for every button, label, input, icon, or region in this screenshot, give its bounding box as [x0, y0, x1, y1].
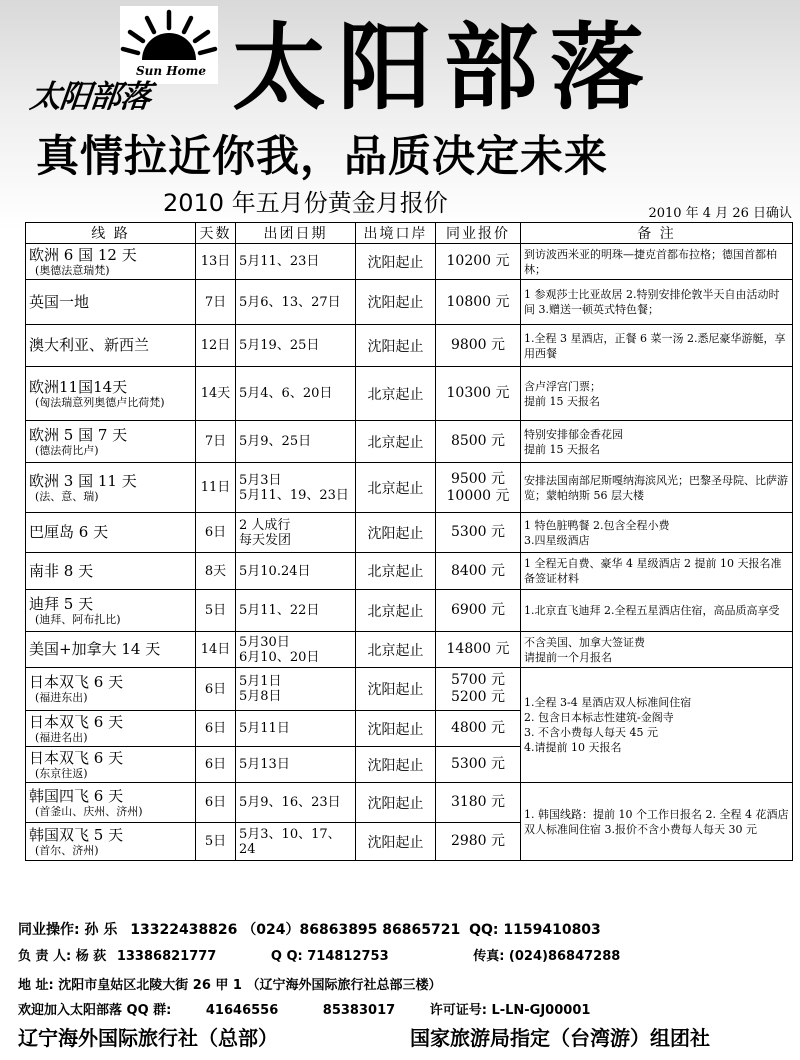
footer-address: [18, 974, 798, 993]
fax-number: (024)86847288: [508, 949, 621, 964]
header-dates: 出团日期: [236, 223, 356, 244]
route-cell: [26, 463, 196, 513]
dates-cell: 5月13日: [236, 747, 356, 783]
operator-phones: 13322438826 （024）86863895 86865721: [130, 922, 461, 938]
remark-cell: 1.全程 3-4 星酒店双人标准间住宿 2. 包含日本标志性建筑-金阁寺 3. 不含小费每人每天 45 元 4.请提前 10 天报名: [521, 668, 793, 783]
route-cell: [26, 823, 196, 861]
departure-cell: 沈阳起止: [356, 244, 436, 280]
table-row: [26, 280, 793, 325]
route-name: 澳大利亚、新西兰: [29, 336, 150, 354]
manager-label: 负 责 人:: [18, 949, 76, 964]
dates-cell: 5月3日 5月11、19、23日: [236, 463, 356, 513]
price-cell: 10800 元: [436, 280, 521, 325]
dates-cell: 5月3、10、17、24: [236, 823, 356, 861]
table-row: [26, 590, 793, 632]
table-row: [26, 244, 793, 280]
route-name: 日本双飞 6 天: [29, 748, 124, 767]
table-row: [26, 421, 793, 463]
days-cell: 8天: [196, 553, 236, 590]
address-text: 沈阳市皇姑区北陵大街 26 甲 1 （辽宁海外国际旅行社总部三楼）: [58, 978, 442, 993]
departure-cell: 北京起止: [356, 590, 436, 632]
address-label: 地 址:: [18, 978, 59, 993]
departure-cell: 北京起止: [356, 632, 436, 668]
table-body: [26, 244, 793, 861]
route-cell: [26, 513, 196, 553]
route-cell: [26, 632, 196, 668]
dates-cell: 5月6、13、27日: [236, 280, 356, 325]
route-name: 韩国四飞 6 天: [29, 786, 124, 805]
days-cell: 6日: [196, 711, 236, 747]
route-countries: (东京往返): [35, 766, 88, 780]
departure-cell: 北京起止: [356, 421, 436, 463]
route-name: 欧洲 5 国 7 天: [29, 425, 128, 444]
departure-cell: 沈阳起止: [356, 711, 436, 747]
route-name: 日本双飞 6 天: [29, 712, 124, 731]
header-route: 线 路: [26, 223, 196, 244]
price-cell: 8400 元: [436, 553, 521, 590]
departure-cell: 北京起止: [356, 367, 436, 421]
route-name: 欧洲11国14天: [29, 377, 128, 396]
remark-cell: 1. 韩国线路：提前 10 个工作日报名 2. 全程 4 花酒店双人标准间住宿 3.报价不含小费每人每天 30 元: [521, 783, 793, 861]
slogan: 真情拉近你我，品质决定未来: [36, 132, 608, 182]
price-cell: 10300 元: [436, 367, 521, 421]
route-cell: [26, 590, 196, 632]
footer-qq-group: [18, 999, 798, 1018]
qq-group-1: 41646556: [205, 1003, 279, 1018]
dates-cell: 5月19、25日: [236, 325, 356, 367]
price-cell: 3180 元: [436, 783, 521, 823]
price-cell: 5300 元: [436, 747, 521, 783]
route-name: 英国一地: [29, 292, 90, 311]
days-cell: 6日: [196, 747, 236, 783]
manager-name: 杨 荻: [75, 949, 107, 964]
days-cell: 14天: [196, 367, 236, 421]
route-name: 巴厘岛 6 天: [29, 523, 109, 541]
route-countries: (德法荷比卢): [35, 443, 99, 457]
price-cell: 6900 元: [436, 590, 521, 632]
dates-cell: 5月4、6、20日: [236, 367, 356, 421]
license-number: L-LN-GJ00001: [491, 1003, 591, 1018]
route-countries: (首尔、济州): [35, 843, 99, 857]
route-countries: (福进东出): [35, 691, 88, 704]
days-cell: 5日: [196, 823, 236, 861]
table-row: [26, 325, 793, 367]
departure-cell: 沈阳起止: [356, 325, 436, 367]
route-countries: (法、意、瑞): [35, 489, 99, 503]
confirm-date: 2010 年 4 月 26 日确认: [648, 206, 792, 221]
dates-cell: 5月10.24日: [236, 553, 356, 590]
operator-qq: 1159410803: [503, 922, 601, 938]
remark-cell: 1 特色脏鸭餐 2.包含全程小费 3.四星级酒店: [521, 513, 793, 553]
logo-english: Sun Home: [136, 64, 206, 78]
price-cell: 10200 元: [436, 244, 521, 280]
remark-cell: 1 参观莎士比亚故居 2.特别安排伦敦半天自由活动时间 3.赠送一顿英式特色餐；: [521, 280, 793, 325]
dates-cell: 5月9、16、23日: [236, 783, 356, 823]
operator-name: 孙 乐: [84, 922, 118, 938]
qq-group-label: 欢迎加入太阳部落 QQ 群:: [18, 1003, 176, 1018]
route-name: 美国+加拿大 14 天: [29, 640, 161, 658]
dates-cell: 5月11日: [236, 711, 356, 747]
route-cell: [26, 421, 196, 463]
manager-phone: 13386821777: [116, 949, 217, 964]
remark-cell: 含卢浮宫门票； 提前 15 天报名: [521, 367, 793, 421]
operator-qq-label: QQ:: [469, 922, 499, 938]
departure-cell: 沈阳起止: [356, 783, 436, 823]
qq-group-2: 85383017: [322, 1003, 396, 1018]
table-row: [26, 513, 793, 553]
header-remarks: 备 注: [521, 223, 793, 244]
days-cell: 6日: [196, 668, 236, 711]
header-price: 同业报价: [436, 223, 521, 244]
days-cell: 13日: [196, 244, 236, 280]
route-name: 欧洲 3 国 11 天: [29, 471, 137, 490]
license-label: 许可证号:: [429, 1003, 492, 1018]
footer-manager: [18, 945, 798, 964]
days-cell: 6日: [196, 783, 236, 823]
logo: [120, 6, 218, 84]
route-countries: (迪拜、阿布扎比): [35, 612, 121, 626]
price-cell: 5300 元: [436, 513, 521, 553]
route-countries: (福进名出): [35, 730, 88, 744]
table-row: [26, 668, 793, 711]
days-cell: 12日: [196, 325, 236, 367]
route-cell: [26, 553, 196, 590]
remark-cell: 1.北京直飞迪拜 2.全程五星酒店住宿，高品质高享受: [521, 590, 793, 632]
table-row: [26, 632, 793, 668]
table-row: [26, 367, 793, 421]
dates-cell: 5月11、22日: [236, 590, 356, 632]
departure-cell: 沈阳起止: [356, 747, 436, 783]
price-cell: 8500 元: [436, 421, 521, 463]
route-name: 南非 8 天: [29, 561, 94, 580]
departure-cell: 北京起止: [356, 463, 436, 513]
remark-cell: 1.全程 3 星酒店，正餐 6 菜一汤 2.悉尼豪华游艇，享用西餐: [521, 325, 793, 367]
table-row: [26, 553, 793, 590]
route-cell: [26, 244, 196, 280]
footer-agency: [18, 1022, 798, 1051]
header-departure: 出境口岸: [356, 223, 436, 244]
days-cell: 14日: [196, 632, 236, 668]
table-row: [26, 463, 793, 513]
departure-cell: 沈阳起止: [356, 823, 436, 861]
departure-cell: 沈阳起止: [356, 513, 436, 553]
remark-cell: 安排法国南部尼斯嘎纳海滨风光；巴黎圣母院、比萨游览；蒙帕纳斯 56 层大楼: [521, 463, 793, 513]
page-title: 太阳部落: [232, 13, 657, 123]
dates-cell: 2 人成行 每天发团: [236, 513, 356, 553]
dates-cell: 5月11、23日: [236, 244, 356, 280]
route-countries: (奥德法意瑞梵): [35, 263, 110, 277]
route-cell: [26, 668, 196, 711]
table-row: [26, 783, 793, 823]
days-cell: 7日: [196, 421, 236, 463]
manager-qq-label: Q Q:: [270, 949, 308, 964]
route-cell: [26, 280, 196, 325]
price-cell: 9800 元: [436, 325, 521, 367]
operator-label: 同业操作:: [18, 922, 85, 938]
route-cell: [26, 711, 196, 747]
route-name: 韩国双飞 5 天: [29, 825, 124, 844]
price-cell: 5700 元 5200 元: [436, 668, 521, 711]
price-cell: 4800 元: [436, 711, 521, 747]
days-cell: 11日: [196, 463, 236, 513]
dates-cell: 5月30日 6月10、20日: [236, 632, 356, 668]
remark-cell: 到访波西米亚的明珠—捷克首都布拉格；德国首都柏林；: [521, 244, 793, 280]
price-cell: 9500 元 10000 元: [436, 463, 521, 513]
days-cell: 7日: [196, 280, 236, 325]
route-countries: (首釜山、庆州、济州): [35, 804, 143, 818]
footer-operator: [18, 919, 798, 939]
departure-cell: 沈阳起止: [356, 668, 436, 711]
remark-cell: 1 全程无自费、豪华 4 星级酒店 2 提前 10 天报名准备签证材料: [521, 553, 793, 590]
route-cell: [26, 747, 196, 783]
logo-chinese: 太阳部落: [28, 79, 152, 115]
fax-label: 传真:: [473, 949, 509, 964]
days-cell: 6日: [196, 513, 236, 553]
route-name: 欧洲 6 国 12 天: [29, 245, 137, 264]
route-name: 日本双飞 6 天: [29, 673, 124, 691]
route-name: 迪拜 5 天: [29, 594, 94, 613]
route-cell: [26, 783, 196, 823]
route-countries: (匈法瑞意列奥德卢比荷梵): [35, 395, 165, 409]
price-cell: 14800 元: [436, 632, 521, 668]
manager-qq: 714812753: [307, 949, 389, 964]
remark-cell: 不含美国、加拿大签证费 请提前一个月报名: [521, 632, 793, 668]
days-cell: 5日: [196, 590, 236, 632]
header-days: 天数: [196, 223, 236, 244]
dates-cell: 5月1日 5月8日: [236, 668, 356, 711]
agency-designation: 国家旅游局指定（台湾游）组团社: [410, 1026, 710, 1050]
sun-icon: [120, 6, 218, 66]
price-table: [25, 222, 793, 861]
agency-name: 辽宁海外国际旅行社（总部）: [18, 1026, 278, 1050]
dates-cell: 5月9、25日: [236, 421, 356, 463]
departure-cell: 沈阳起止: [356, 280, 436, 325]
remark-cell: 特别安排郁金香花园 提前 15 天报名: [521, 421, 793, 463]
departure-cell: 北京起止: [356, 553, 436, 590]
subtitle: 2010 年五月份黄金月报价: [163, 189, 448, 217]
route-cell: [26, 367, 196, 421]
price-cell: 2980 元: [436, 823, 521, 861]
route-cell: [26, 325, 196, 367]
table-header-row: [26, 223, 793, 244]
